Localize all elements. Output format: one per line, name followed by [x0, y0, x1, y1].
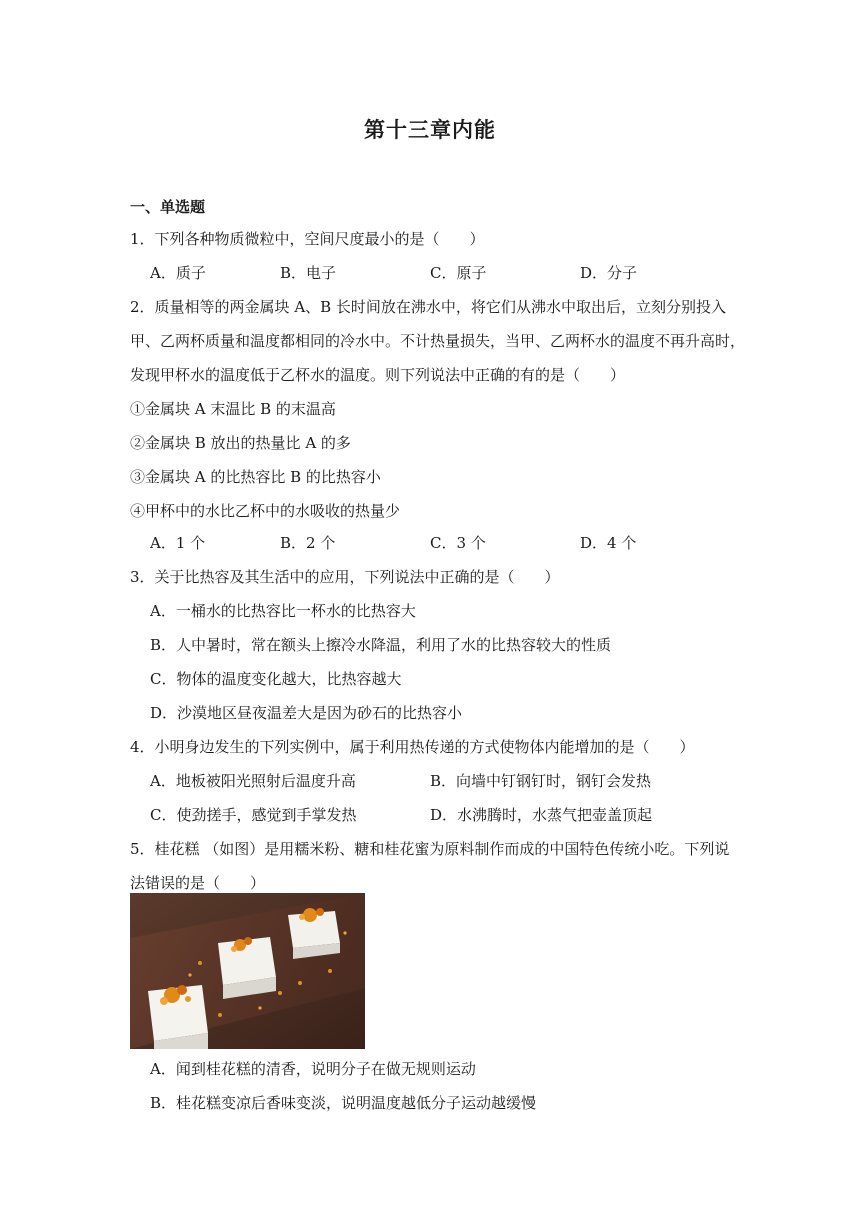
question-1-stem: 1．下列各种物质微粒中，空间尺度最小的是（ ） — [130, 230, 485, 248]
question-2-option-c: C．3 个 — [430, 534, 486, 552]
question-2-statement-3: ③金属块 A 的比热容比 B 的比热容小 — [130, 468, 381, 486]
question-2-option-b: B．2 个 — [280, 534, 336, 552]
question-2-statement-1: ①金属块 A 末温比 B 的末温高 — [130, 400, 336, 418]
question-2-option-d: D．4 个 — [580, 534, 637, 552]
question-2-statement-4: ④甲杯中的水比乙杯中的水吸收的热量少 — [130, 502, 401, 520]
question-3-option-a: A．一桶水的比热容比一杯水的比热容大 — [150, 602, 416, 620]
page-title: 第十三章内能 — [364, 117, 496, 142]
question-5-option-a: A．闻到桂花糕的清香，说明分子在做无规则运动 — [150, 1060, 476, 1078]
question-3-stem: 3．关于比热容及其生活中的应用，下列说法中正确的是（ ） — [130, 568, 560, 586]
question-2-stem-line-1: 2．质量相等的两金属块 A、B 长时间放在沸水中，将它们从沸水中取出后，立刻分别投入 — [130, 298, 726, 316]
question-5-stem-line-2: 法错误的是（ ） — [130, 874, 266, 892]
section-heading: 一、单选题 — [130, 198, 206, 216]
osmanthus-cake-illustration — [130, 893, 365, 1049]
question-3-option-b: B．人中暑时，常在额头上擦冷水降温，利用了水的比热容较大的性质 — [150, 636, 612, 654]
osmanthus-cake-photo — [130, 893, 365, 1049]
question-2-statement-2: ②金属块 B 放出的热量比 A 的多 — [130, 434, 351, 452]
question-1-option-d: D．分子 — [580, 264, 638, 282]
question-4-option-d: D．水沸腾时，水蒸气把壶盖顶起 — [430, 806, 653, 824]
question-3-option-d: D．沙漠地区昼夜温差大是因为砂石的比热容小 — [150, 704, 463, 722]
question-2-option-a: A．1 个 — [150, 534, 206, 552]
question-1-option-c: C．原子 — [430, 264, 487, 282]
question-3-option-c: C．物体的温度变化越大，比热容越大 — [150, 670, 402, 688]
question-4-option-b: B．向墙中钉钢钉时，钢钉会发热 — [430, 772, 652, 790]
question-2-stem-line-3: 发现甲杯水的温度低于乙杯水的温度。则下列说法中正确的有的是（ ） — [130, 366, 626, 384]
question-4-stem: 4．小明身边发生的下列实例中，属于利用热传递的方式使物体内能增加的是（ ） — [130, 738, 695, 756]
question-4-option-a: A．地板被阳光照射后温度升高 — [150, 772, 356, 790]
question-4-option-c: C．使劲搓手，感觉到手掌发热 — [150, 806, 357, 824]
question-5-stem-line-1: 5．桂花糕 （如图）是用糯米粉、糖和桂花蜜为原料制作而成的中国特色传统小吃。下列说 — [130, 840, 730, 858]
question-1-option-b: B．电子 — [280, 264, 337, 282]
question-5-option-b: B．桂花糕变凉后香味变淡，说明温度越低分子运动越缓慢 — [150, 1094, 537, 1112]
question-2-stem-line-2: 甲、乙两杯质量和温度都相同的冷水中。不计热量损失，当甲、乙两杯水的温度不再升高时， — [130, 332, 746, 350]
question-1-option-a: A．质子 — [150, 264, 206, 282]
